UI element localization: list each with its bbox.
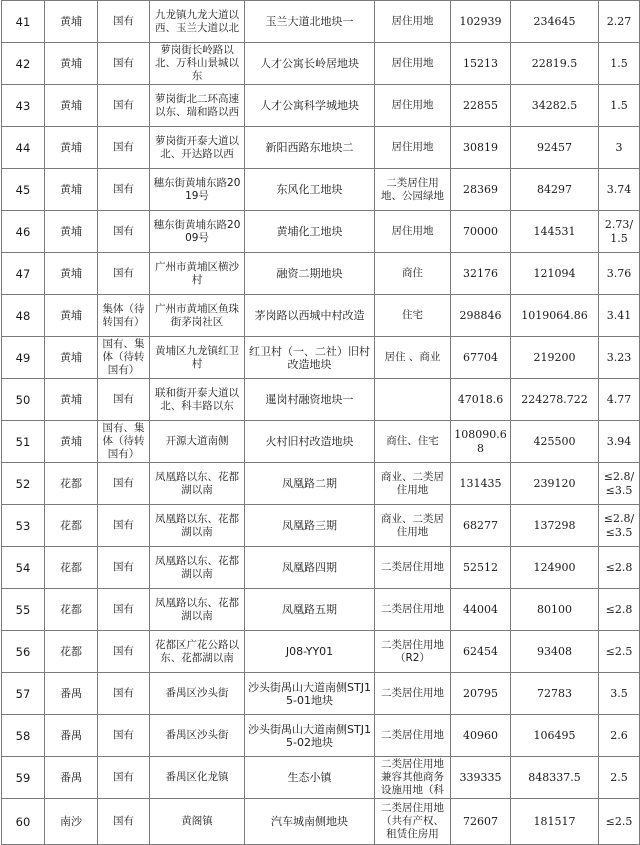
district-cell: 花都 bbox=[45, 505, 98, 547]
row-number: 51 bbox=[2, 421, 45, 463]
district-cell: 黄埔 bbox=[45, 127, 98, 169]
plot-name-cell: 生态小镇 bbox=[245, 757, 375, 799]
gfa-cell: 72783 bbox=[511, 673, 599, 715]
district-cell: 黄埔 bbox=[45, 85, 98, 127]
row-number: 59 bbox=[2, 757, 45, 799]
district-cell: 番禺 bbox=[45, 715, 98, 757]
far-cell: 1.5 bbox=[599, 85, 640, 127]
gfa-cell: 34282.5 bbox=[511, 85, 599, 127]
plot-name-cell: 新阳西路东地块二 bbox=[245, 127, 375, 169]
land-use-cell: 二类居住用地 bbox=[375, 715, 451, 757]
gfa-cell: 181517 bbox=[511, 799, 599, 845]
table-row bbox=[2, 253, 640, 295]
district-cell: 黄埔 bbox=[45, 169, 98, 211]
plot-name-cell: 沙头街禺山大道南侧STJ15-02地块 bbox=[245, 715, 375, 757]
location-cell: 凤凰路以东、花都湖以南 bbox=[150, 505, 245, 547]
location-cell: 凤凰路以东、花都湖以南 bbox=[150, 589, 245, 631]
gfa-cell: 84297 bbox=[511, 169, 599, 211]
area-cell: 47018.6 bbox=[451, 379, 511, 421]
area-cell: 30819 bbox=[451, 127, 511, 169]
far-cell: 2.6 bbox=[599, 715, 640, 757]
table-row bbox=[2, 547, 640, 589]
gfa-cell: 234645 bbox=[511, 1, 599, 43]
far-cell: 3 bbox=[599, 127, 640, 169]
plot-name-cell: 茅岗路以西城中村改造 bbox=[245, 295, 375, 337]
plot-name-cell: 凤凰路三期 bbox=[245, 505, 375, 547]
location-cell: 凤凰路以东、花都湖以南 bbox=[150, 547, 245, 589]
area-cell: 28369 bbox=[451, 169, 511, 211]
row-number: 55 bbox=[2, 589, 45, 631]
district-cell: 花都 bbox=[45, 631, 98, 673]
row-number: 49 bbox=[2, 337, 45, 379]
table-body bbox=[2, 1, 640, 845]
land-use-cell: 商住、住宅 bbox=[375, 421, 451, 463]
land-use-cell: 二类居住用地（R2） bbox=[375, 631, 451, 673]
ownership-cell: 国有 bbox=[98, 631, 150, 673]
table-row bbox=[2, 379, 640, 421]
plot-name-cell: 沙头街禺山大道南侧STJ15-01地块 bbox=[245, 673, 375, 715]
area-cell: 62454 bbox=[451, 631, 511, 673]
table-row bbox=[2, 505, 640, 547]
location-cell: 联和街开泰大道以北、科丰路以东 bbox=[150, 379, 245, 421]
far-cell: 3.94 bbox=[599, 421, 640, 463]
far-cell: ≤2.5 bbox=[599, 631, 640, 673]
gfa-cell: 144531 bbox=[511, 211, 599, 253]
ownership-cell: 国有 bbox=[98, 85, 150, 127]
table-row bbox=[2, 169, 640, 211]
gfa-cell: 137298 bbox=[511, 505, 599, 547]
far-cell: ≤2.8 bbox=[599, 589, 640, 631]
table-row bbox=[2, 337, 640, 379]
area-cell: 15213 bbox=[451, 43, 511, 85]
row-number: 54 bbox=[2, 547, 45, 589]
gfa-cell: 425500 bbox=[511, 421, 599, 463]
plot-name-cell: J08-YY01 bbox=[245, 631, 375, 673]
area-cell: 22855 bbox=[451, 85, 511, 127]
land-use-cell: 二类居住用地兼容其他商务设施用地（科 bbox=[375, 757, 451, 799]
ownership-cell: 国有 bbox=[98, 715, 150, 757]
ownership-cell: 国有 bbox=[98, 127, 150, 169]
plot-name-cell: 凤凰路二期 bbox=[245, 463, 375, 505]
far-cell: ≤2.8/≤3.5 bbox=[599, 505, 640, 547]
gfa-cell: 22819.5 bbox=[511, 43, 599, 85]
row-number: 48 bbox=[2, 295, 45, 337]
area-cell: 339335 bbox=[451, 757, 511, 799]
land-use-cell: 居住用地 bbox=[375, 127, 451, 169]
land-use-cell: 居住用地 bbox=[375, 1, 451, 43]
land-use-cell: 居住用地 bbox=[375, 85, 451, 127]
far-cell: 3.76 bbox=[599, 253, 640, 295]
gfa-cell: 80100 bbox=[511, 589, 599, 631]
ownership-cell: 国有 bbox=[98, 379, 150, 421]
land-use-cell bbox=[375, 379, 451, 421]
gfa-cell: 239120 bbox=[511, 463, 599, 505]
gfa-cell: 219200 bbox=[511, 337, 599, 379]
plot-name-cell: 暹岗村融资地块一 bbox=[245, 379, 375, 421]
gfa-cell: 93408 bbox=[511, 631, 599, 673]
plot-name-cell: 红卫村（一、二社）旧村改造地块 bbox=[245, 337, 375, 379]
row-number: 56 bbox=[2, 631, 45, 673]
gfa-cell: 124900 bbox=[511, 547, 599, 589]
location-cell: 九龙镇九龙大道以西、玉兰大道以北 bbox=[150, 1, 245, 43]
far-cell: 3.74 bbox=[599, 169, 640, 211]
row-number: 52 bbox=[2, 463, 45, 505]
land-use-cell: 商业、二类居住用地 bbox=[375, 505, 451, 547]
table-row bbox=[2, 1, 640, 43]
district-cell: 黄埔 bbox=[45, 337, 98, 379]
land-use-cell: 二类居住用地 bbox=[375, 547, 451, 589]
ownership-cell: 国有 bbox=[98, 1, 150, 43]
land-use-cell: 商业、二类居住用地 bbox=[375, 463, 451, 505]
land-use-cell: 住宅 bbox=[375, 295, 451, 337]
row-number: 57 bbox=[2, 673, 45, 715]
table-row bbox=[2, 589, 640, 631]
far-cell: 3.23 bbox=[599, 337, 640, 379]
plot-name-cell: 玉兰大道北地块一 bbox=[245, 1, 375, 43]
plot-name-cell: 火村旧村改造地块 bbox=[245, 421, 375, 463]
row-number: 44 bbox=[2, 127, 45, 169]
ownership-cell: 国有 bbox=[98, 757, 150, 799]
far-cell: 3.41 bbox=[599, 295, 640, 337]
ownership-cell: 国有 bbox=[98, 799, 150, 845]
location-cell: 番禺区化龙镇 bbox=[150, 757, 245, 799]
location-cell: 凤凰路以东、花都湖以南 bbox=[150, 463, 245, 505]
ownership-cell: 国有 bbox=[98, 211, 150, 253]
ownership-cell: 国有、集体（待转国有） bbox=[98, 421, 150, 463]
row-number: 58 bbox=[2, 715, 45, 757]
district-cell: 黄埔 bbox=[45, 211, 98, 253]
location-cell: 黄埔区九龙镇红卫村 bbox=[150, 337, 245, 379]
land-use-cell: 二类居住用地 bbox=[375, 589, 451, 631]
area-cell: 131435 bbox=[451, 463, 511, 505]
far-cell: ≤2.8 bbox=[599, 547, 640, 589]
table-row bbox=[2, 463, 640, 505]
ownership-cell: 国有 bbox=[98, 169, 150, 211]
row-number: 46 bbox=[2, 211, 45, 253]
far-cell: ≤2.8/≤3.5 bbox=[599, 463, 640, 505]
ownership-cell: 国有 bbox=[98, 589, 150, 631]
location-cell: 广州市黄埔区横沙村 bbox=[150, 253, 245, 295]
far-cell: 3.5 bbox=[599, 673, 640, 715]
table-row bbox=[2, 421, 640, 463]
area-cell: 108090.68 bbox=[451, 421, 511, 463]
land-use-cell: 居住用地 bbox=[375, 43, 451, 85]
table-row bbox=[2, 715, 640, 757]
table-row bbox=[2, 673, 640, 715]
table-row bbox=[2, 211, 640, 253]
district-cell: 黄埔 bbox=[45, 421, 98, 463]
area-cell: 52512 bbox=[451, 547, 511, 589]
gfa-cell: 848337.5 bbox=[511, 757, 599, 799]
row-number: 43 bbox=[2, 85, 45, 127]
district-cell: 花都 bbox=[45, 463, 98, 505]
area-cell: 32176 bbox=[451, 253, 511, 295]
ownership-cell: 国有 bbox=[98, 463, 150, 505]
land-use-cell: 居住用地 bbox=[375, 211, 451, 253]
location-cell: 萝岗街长岭路以北、万科山景城以东 bbox=[150, 43, 245, 85]
row-number: 42 bbox=[2, 43, 45, 85]
table-row bbox=[2, 127, 640, 169]
district-cell: 黄埔 bbox=[45, 253, 98, 295]
location-cell: 广州市黄埔区鱼珠街茅岗社区 bbox=[150, 295, 245, 337]
land-use-cell: 二类居住用地（共有产权、租赁住房用 bbox=[375, 799, 451, 845]
area-cell: 70000 bbox=[451, 211, 511, 253]
table-row bbox=[2, 757, 640, 799]
area-cell: 44004 bbox=[451, 589, 511, 631]
location-cell: 番禺区沙头街 bbox=[150, 715, 245, 757]
plot-name-cell: 凤凰路四期 bbox=[245, 547, 375, 589]
gfa-cell: 1019064.86 bbox=[511, 295, 599, 337]
location-cell: 开源大道南侧 bbox=[150, 421, 245, 463]
table-row bbox=[2, 43, 640, 85]
row-number: 53 bbox=[2, 505, 45, 547]
location-cell: 穗东街黄埔东路2019号 bbox=[150, 169, 245, 211]
ownership-cell: 国有 bbox=[98, 253, 150, 295]
location-cell: 番禺区沙头街 bbox=[150, 673, 245, 715]
row-number: 45 bbox=[2, 169, 45, 211]
district-cell: 黄埔 bbox=[45, 295, 98, 337]
area-cell: 40960 bbox=[451, 715, 511, 757]
table-row bbox=[2, 295, 640, 337]
far-cell: 2.5 bbox=[599, 757, 640, 799]
table-row bbox=[2, 799, 640, 845]
land-use-cell: 二类居住用地 bbox=[375, 673, 451, 715]
district-cell: 黄埔 bbox=[45, 1, 98, 43]
area-cell: 102939 bbox=[451, 1, 511, 43]
plot-name-cell: 凤凰路五期 bbox=[245, 589, 375, 631]
far-cell: 1.5 bbox=[599, 43, 640, 85]
row-number: 50 bbox=[2, 379, 45, 421]
ownership-cell: 国有 bbox=[98, 673, 150, 715]
plot-name-cell: 东风化工地块 bbox=[245, 169, 375, 211]
location-cell: 花都区广花公路以东、花都湖以南 bbox=[150, 631, 245, 673]
district-cell: 南沙 bbox=[45, 799, 98, 845]
location-cell: 黄阁镇 bbox=[150, 799, 245, 845]
location-cell: 萝岗街开泰大道以北、开达路以西 bbox=[150, 127, 245, 169]
gfa-cell: 224278.722 bbox=[511, 379, 599, 421]
location-cell: 穗东街黄埔东路2009号 bbox=[150, 211, 245, 253]
area-cell: 298846 bbox=[451, 295, 511, 337]
far-cell: 4.77 bbox=[599, 379, 640, 421]
district-cell: 黄埔 bbox=[45, 43, 98, 85]
row-number: 41 bbox=[2, 1, 45, 43]
ownership-cell: 集体（待转国有） bbox=[98, 295, 150, 337]
ownership-cell: 国有 bbox=[98, 505, 150, 547]
ownership-cell: 国有 bbox=[98, 43, 150, 85]
plot-name-cell: 融资二期地块 bbox=[245, 253, 375, 295]
district-cell: 花都 bbox=[45, 589, 98, 631]
table-row bbox=[2, 631, 640, 673]
area-cell: 68277 bbox=[451, 505, 511, 547]
district-cell: 花都 bbox=[45, 547, 98, 589]
area-cell: 20795 bbox=[451, 673, 511, 715]
land-use-cell: 二类居住用地、公园绿地 bbox=[375, 169, 451, 211]
district-cell: 黄埔 bbox=[45, 379, 98, 421]
area-cell: 72607 bbox=[451, 799, 511, 845]
area-cell: 67704 bbox=[451, 337, 511, 379]
far-cell: 2.27 bbox=[599, 1, 640, 43]
plot-name-cell: 人才公寓长岭居地块 bbox=[245, 43, 375, 85]
far-cell: 2.73/1.5 bbox=[599, 211, 640, 253]
gfa-cell: 92457 bbox=[511, 127, 599, 169]
district-cell: 番禺 bbox=[45, 757, 98, 799]
plot-name-cell: 人才公寓科学城地块 bbox=[245, 85, 375, 127]
far-cell: ≤2.5 bbox=[599, 799, 640, 845]
plot-name-cell: 汽车城南侧地块 bbox=[245, 799, 375, 845]
gfa-cell: 106495 bbox=[511, 715, 599, 757]
table-row bbox=[2, 85, 640, 127]
land-parcel-table bbox=[1, 0, 640, 845]
land-use-cell: 居住 、商业 bbox=[375, 337, 451, 379]
plot-name-cell: 黄埔化工地块 bbox=[245, 211, 375, 253]
row-number: 47 bbox=[2, 253, 45, 295]
location-cell: 萝岗街北二环高速以东、瑞和路以西 bbox=[150, 85, 245, 127]
gfa-cell: 121094 bbox=[511, 253, 599, 295]
ownership-cell: 国有、集体（待转国有） bbox=[98, 337, 150, 379]
district-cell: 番禺 bbox=[45, 673, 98, 715]
ownership-cell: 国有 bbox=[98, 547, 150, 589]
row-number: 60 bbox=[2, 799, 45, 845]
land-use-cell: 商住 bbox=[375, 253, 451, 295]
